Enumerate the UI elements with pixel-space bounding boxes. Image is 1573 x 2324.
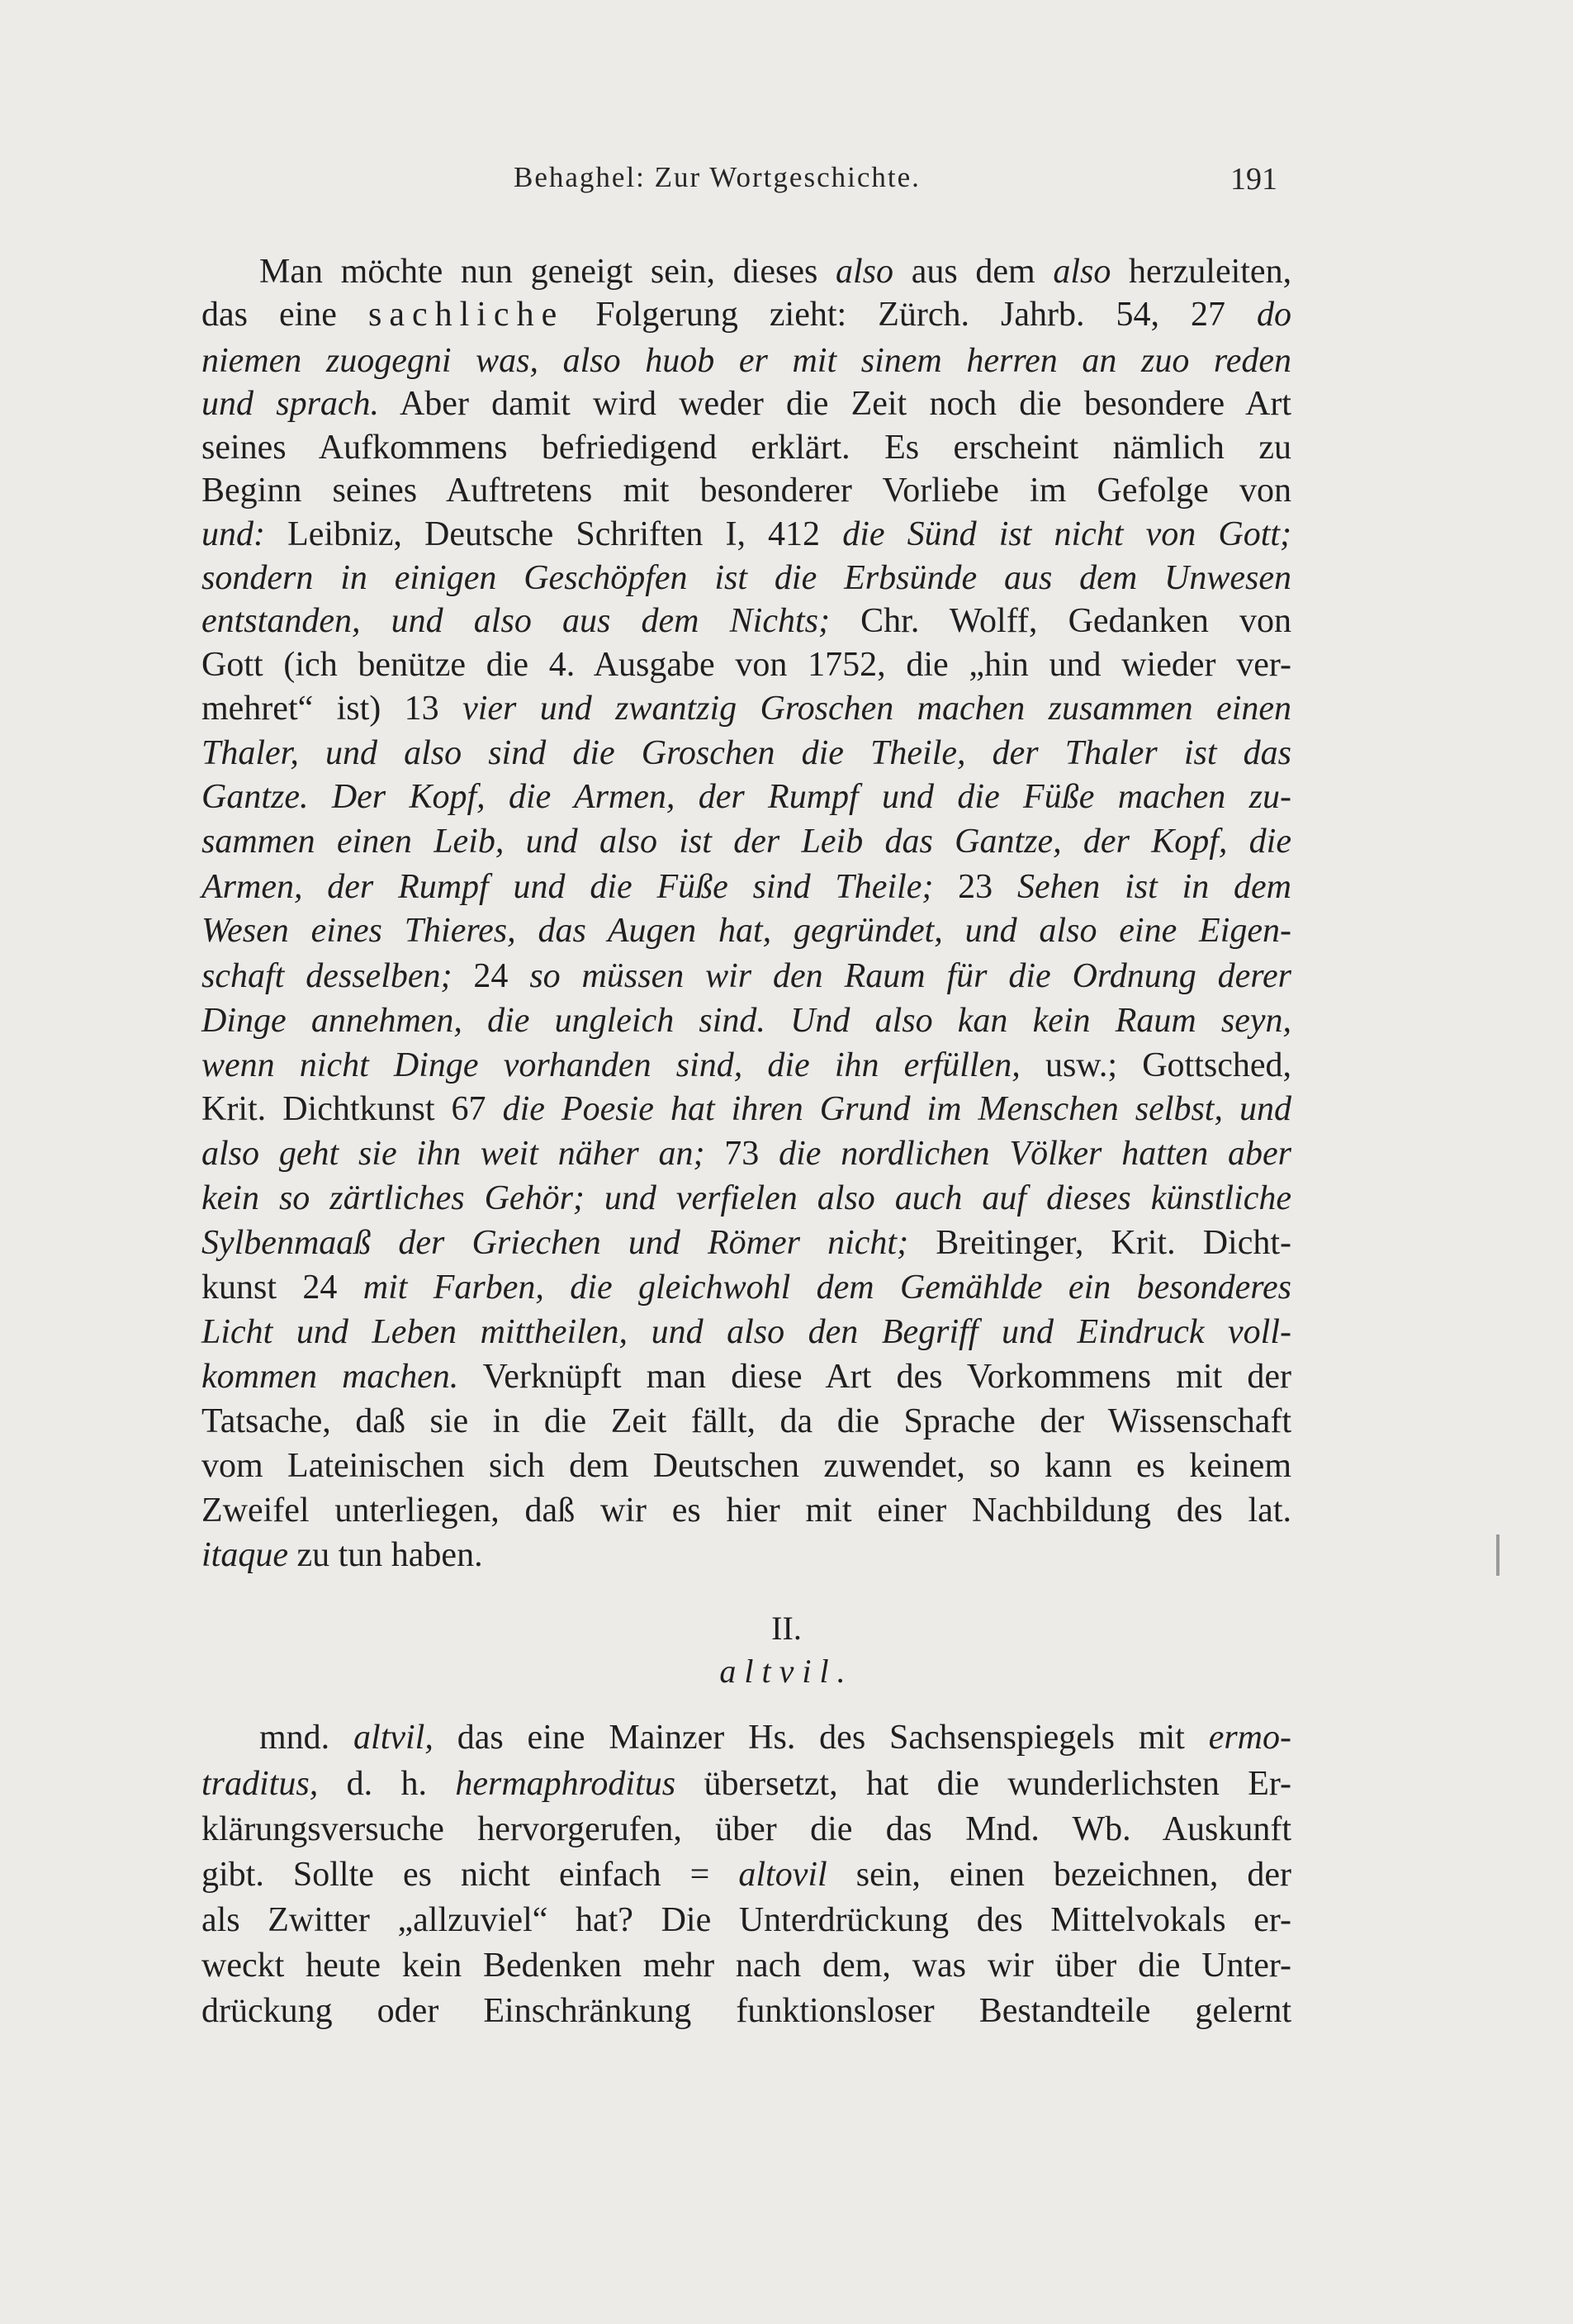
para1-line-14: sammen einen Leib, und also ist der Leib das Gantze, der Kopf, die: [201, 823, 1291, 861]
para1-line-15: Armen, der Rumpf und die Füße sind Theile; 23 Sehen ist in dem: [201, 868, 1292, 906]
page-number: 191: [1230, 162, 1277, 197]
para1-line-9: entstanden, und also aus dem Nichts; Chr. Wolff, Gedanken von: [201, 602, 1292, 640]
para1-line-1: Man möchte nun geneigt sein, dieses also aus dem also herzuleiten,: [259, 253, 1292, 291]
para1-line-27: Tatsache, daß sie in die Zeit fällt, da die Sprache der Wissenschaft: [201, 1402, 1291, 1440]
para1-line-24: kunst 24 mit Farben, die gleichwohl dem Gemählde ein besonderes: [201, 1269, 1292, 1307]
para2-line-6: weckt heute kein Bedenken mehr nach dem, was wir über die Unter-: [201, 1947, 1291, 1985]
para1-line-11: mehret“ ist) 13 vier und zwantzig Groschen machen zusammen einen: [201, 690, 1292, 728]
running-header: Behaghel: Zur Wortgeschichte.: [514, 161, 921, 193]
para1-line-28: vom Lateinischen sich dem Deutschen zuwendet, so kann es keinem: [201, 1447, 1291, 1485]
para1-line-21: also geht sie ihn weit näher an; 73 die nordlichen Völker hatten aber: [201, 1135, 1291, 1173]
para1-line-4: und sprach. Aber damit wird weder die Zeit noch die besondere Art: [201, 385, 1291, 423]
para1-line-6: Beginn seines Auftretens mit besonderer Vorliebe im Gefolge von: [201, 472, 1291, 510]
para2-line-5: als Zwitter „allzuviel“ hat? Die Unterdrückung des Mittelvokals er-: [201, 1901, 1291, 1939]
para1-line-16: Wesen eines Thieres, das Augen hat, gegründet, und also eine Eigen-: [201, 912, 1291, 950]
para1-line-13: Gantze. Der Kopf, die Armen, der Rumpf und die Füße machen zu-: [201, 778, 1291, 816]
para1-line-25: Licht und Leben mittheilen, und also den Begriff und Eindruck voll-: [201, 1313, 1291, 1351]
para1-line-29: Zweifel unterliegen, daß wir es hier mit einer Nachbildung des lat.: [201, 1492, 1291, 1530]
para1-line-20: Krit. Dichtkunst 67 die Poesie hat ihren Grund im Menschen selbst, und: [201, 1090, 1292, 1128]
para1-line-26: kommen machen. Verknüpft man diese Art des Vorkommens mit der: [201, 1358, 1292, 1396]
para1-line-19: wenn nicht Dinge vorhanden sind, die ihn erfüllen, usw.; Gottsched,: [201, 1046, 1292, 1084]
para1-line-18: Dinge annehmen, die ungleich sind. Und also kan kein Raum seyn,: [201, 1002, 1291, 1040]
para1-line-8: sondern in einigen Geschöpfen ist die Erbsünde aus dem Unwesen: [201, 559, 1291, 597]
para1-line-17: schaft desselben; 24 so müssen wir den Raum für die Ordnung derer: [201, 957, 1292, 995]
emphasized-word: sachliche: [367, 296, 565, 334]
section-title: altvil.: [719, 1653, 854, 1690]
margin-mark: [1496, 1534, 1500, 1576]
para2-line-3: klärungsversuche hervorgerufen, über die das Mnd. Wb. Auskunft: [201, 1810, 1291, 1848]
para2-line-4: gibt. Sollte es nicht einfach = altovil sein, einen bezeichnen, der: [201, 1856, 1291, 1894]
section-number: II.: [771, 1610, 802, 1647]
para1-line-7: und: Leibniz, Deutsche Schriften I, 412 die Sünd ist nicht von Gott;: [201, 515, 1292, 553]
para1-line-12: Thaler, und also sind die Groschen die Theile, der Thaler ist das: [201, 734, 1291, 772]
para1-line-30: itaque zu tun haben.: [201, 1536, 483, 1574]
para1-line-3: niemen zuogegni was, also huob er mit sinem herren an zuo reden: [201, 342, 1291, 380]
para2-line-1: mnd. altvil, das eine Mainzer Hs. des Sachsenspiegels mit ermo-: [259, 1719, 1291, 1757]
para1-line-5: seines Aufkommens befriedigend erklärt. Es erscheint nämlich zu: [201, 429, 1291, 467]
para1-line-23: Sylbenmaaß der Griechen und Römer nicht; Breitinger, Krit. Dicht-: [201, 1224, 1292, 1262]
para2-line-2: traditus, d. h. hermaphroditus übersetzt, hat die wunderlichsten Er-: [201, 1765, 1292, 1803]
para1-line-10: Gott (ich benütze die 4. Ausgabe von 1752, die „hin und wieder ver-: [201, 646, 1291, 684]
para1-line-2: das eine sachliche Folgerung zieht: Zürch. Jahrb. 54, 27 do: [201, 296, 1292, 334]
para2-line-7: drückung oder Einschränkung funktionsloser Bestandteile gelernt: [201, 1992, 1291, 2030]
para1-line-22: kein so zärtliches Gehör; und verfielen also auch auf dieses künstliche: [201, 1179, 1291, 1217]
